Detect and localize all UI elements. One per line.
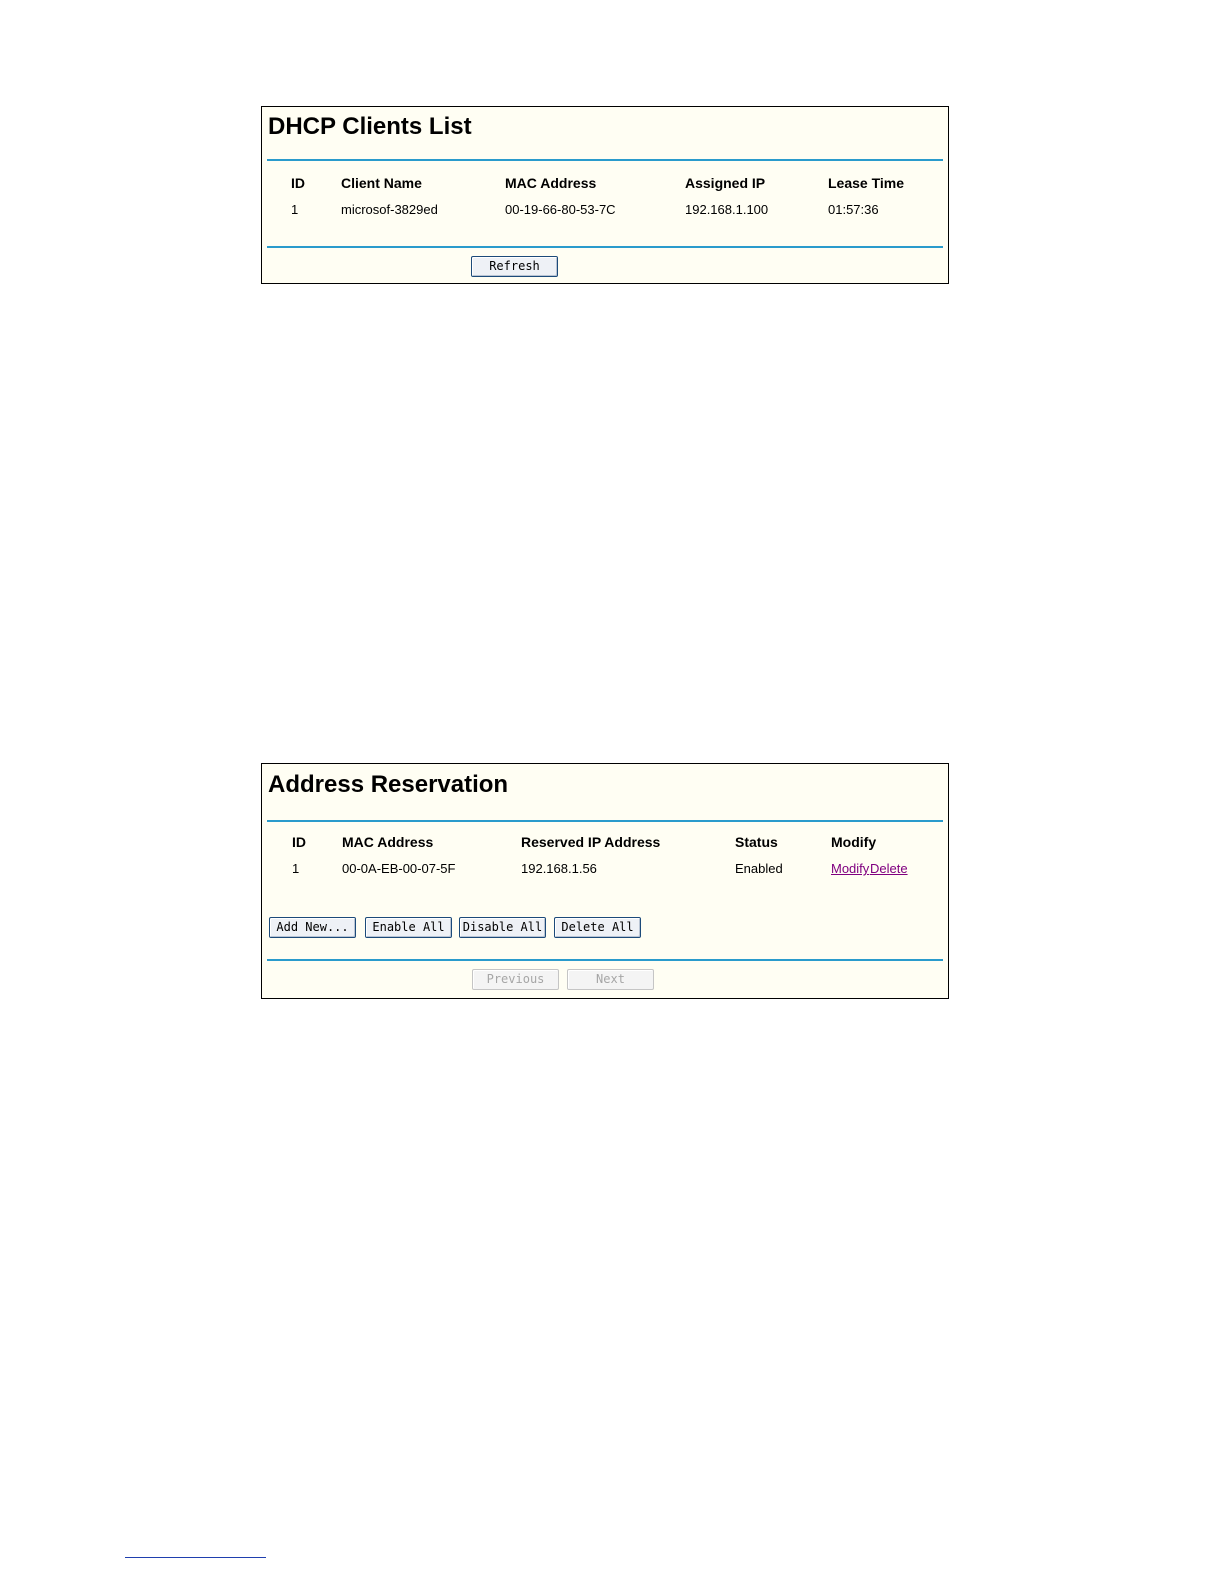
column-header-mac-address: MAC Address [505, 175, 597, 191]
next-button[interactable]: Next [567, 969, 654, 990]
bottom-divider [267, 246, 943, 248]
column-header-lease-time: Lease Time [828, 175, 905, 191]
dhcp-clients-title: DHCP Clients List [268, 113, 472, 140]
client-mac-address: 00-19-66-80-53-7C [505, 202, 616, 217]
client-id: 1 [291, 202, 299, 217]
column-header-mac-address: MAC Address [342, 834, 434, 850]
bottom-divider [267, 959, 943, 961]
reservation-id: 1 [292, 861, 300, 876]
column-header-id: ID [291, 175, 305, 191]
column-header-status: Status [735, 834, 778, 850]
previous-button[interactable]: Previous [472, 969, 559, 990]
column-header-id: ID [292, 834, 306, 850]
column-header-modify: Modify [831, 834, 877, 850]
column-header-client-name: Client Name [341, 175, 422, 191]
refresh-button[interactable]: Refresh [471, 256, 558, 277]
disable-all-button[interactable]: Disable All [459, 917, 546, 938]
delete-all-button[interactable]: Delete All [554, 917, 641, 938]
reservation-ip-address: 192.168.1.56 [521, 861, 597, 876]
add-new-button[interactable]: Add New... [269, 917, 356, 938]
address-reservation-panel [261, 763, 949, 999]
dhcp-clients-panel [261, 106, 949, 284]
column-header-reserved-ip: Reserved IP Address [521, 834, 661, 850]
top-divider [267, 820, 943, 822]
client-assigned-ip: 192.168.1.100 [685, 202, 769, 217]
reservation-status: Enabled [735, 861, 783, 876]
delete-link[interactable]: Delete [870, 861, 908, 876]
address-reservation-title: Address Reservation [268, 771, 509, 798]
footnote-separator [125, 1557, 266, 1558]
enable-all-button[interactable]: Enable All [365, 917, 452, 938]
client-name: microsof-3829ed [341, 202, 438, 217]
client-lease-time: 01:57:36 [828, 202, 879, 217]
top-divider [267, 159, 943, 161]
column-header-assigned-ip: Assigned IP [685, 175, 766, 191]
modify-link[interactable]: Modify [831, 861, 870, 876]
reservation-mac-address: 00-0A-EB-00-07-5F [342, 861, 456, 876]
